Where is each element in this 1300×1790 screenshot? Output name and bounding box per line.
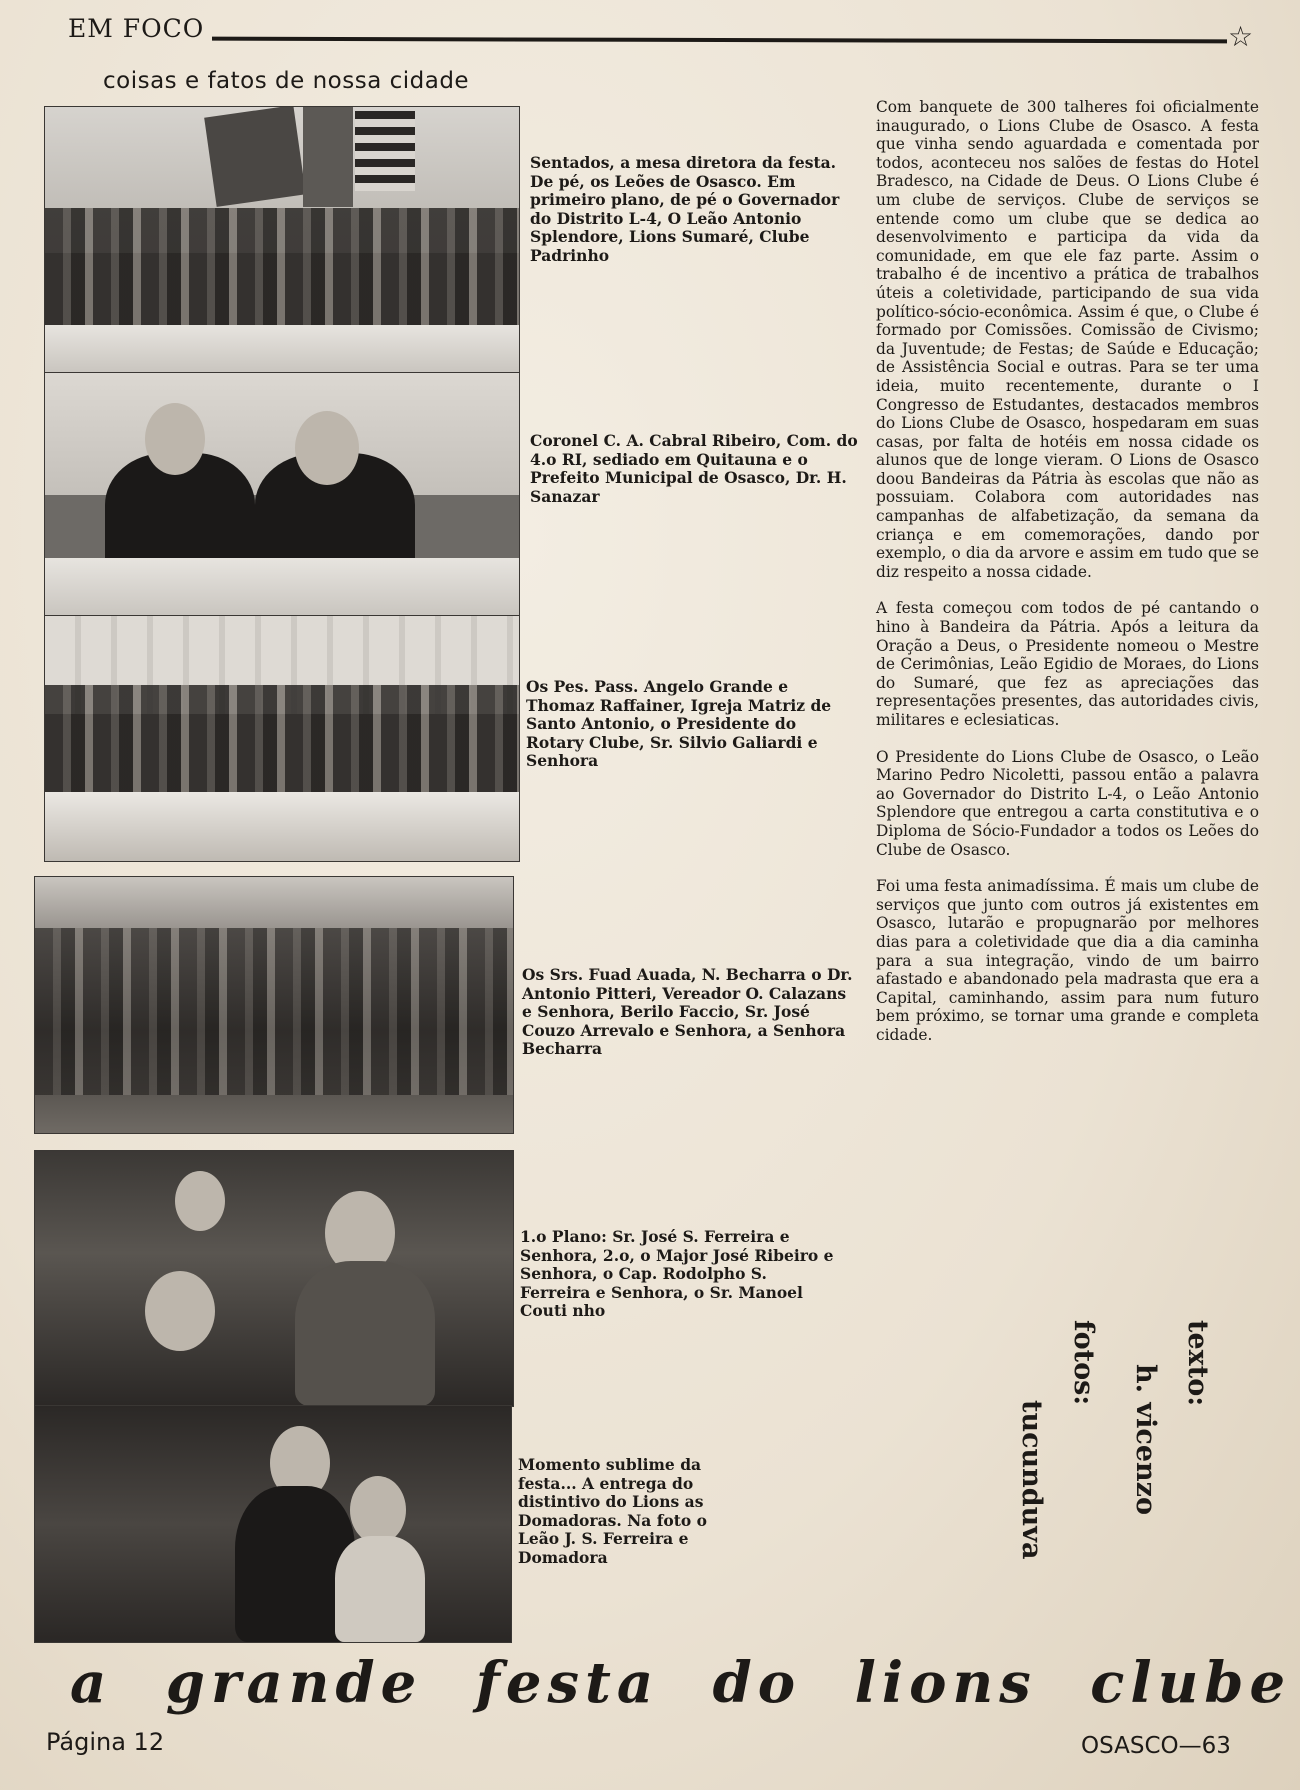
photo-coronel-prefeito: [44, 372, 520, 617]
caption-head-table: Sentados, a mesa diretora da festa. De pé, os Leões de Osasco. Em primeiro plano, de pé o Governador do Distrito L-4, O Leão Antonio Splendore, Lions Sumaré, Clube Padrinho: [530, 153, 840, 265]
photo-padres: [44, 615, 520, 862]
flag-sao-paulo: [355, 111, 415, 191]
caption-ferreira: 1.o Plano: Sr. José S. Ferreira e Senhora, 2.o, o Major José Ribeiro e Senhora, o Cap. Rodolpho S. Ferreira e Senhora, o Sr. Manoel Couti nho: [520, 1227, 834, 1320]
article-paragraph: A festa começou com todos de pé cantando o hino à Bandeira da Pátria. Após a leitura da Oração a Deus, o Presidente nomeou o Mestre de Cerimônias, Leão Egidio de Moraes, do Lions do Sumaré, que fez as apreciações das representações presentes, das autoridades civis, militares e eclesiaticas.: [876, 599, 1259, 729]
photo-head-table: [44, 106, 520, 374]
caption-guests: Os Srs. Fuad Auada, N. Becharra o Dr. Antonio Pitteri, Vereador O. Calazans e Senhora, Berilo Faccio, Sr. José Couzo Arrevalo e Senhora, a Senhora Becharra: [522, 965, 853, 1058]
section-subtitle: coisas e fatos de nossa cidade: [103, 68, 470, 94]
section-title: EM FOCO: [68, 14, 205, 43]
credit-fotos-name: tucunduva: [1016, 1400, 1047, 1560]
lions-banner: [303, 107, 353, 207]
article-paragraph: Com banquete de 300 talheres foi oficialmente inaugurado, o Lions Clube de Osasco. A festa que vinha sendo aguardada e comentada por todos, aconteceu nos salões de festas do Hotel Bradesco, na Cidade de Deus. O Lions Clube é um clube de serviços. Clube de serviços se entende como um clube que se dedica ao desenvolvimento e participa da vida da comunidade, em que ele faz parte. Assim o trabalho é de incentivo a prática de trabalhos úteis a coletividade, participando de sua vida político-sócio-econômica. Assim é que, o Clube é formado por Comissões. Comissão de Civismo; da Juventude; de Festas; de Saúde e Educação; de Assistência Social e outras. Para se ter uma ideia, muito recentemente, durante o I Congresso de Estudantes, destacados membros do Lions Clube de Osasco, hospedaram em suas casas, por falta de hotéis em nossa cidade os alunos que de longe vieram. O Lions de Osasco doou Bandeiras da Pátria às escolas que não as possuiam. Colabora com autoridades nas campanhas de alfabetização, da semana da criança e em comemorações, dando por exemplo, o dia da arvore e assim em tudo que se diz respeito a nossa cidade.: [876, 98, 1259, 581]
caption-padres: Os Pes. Pass. Angelo Grande e Thomaz Raffainer, Igreja Matriz de Santo Antonio, o Presidente do Rotary Clube, Sr. Silvio Galiardi e Senhora: [526, 677, 832, 770]
article-paragraph: O Presidente do Lions Clube de Osasco, o Leão Marino Pedro Nicoletti, passou então a palavra ao Governador do Distrito L-4, o Leão Antonio Splendore que entregou a carta constitutiva e o Diploma de Sócio-Fundador a todos os Leões do Clube de Osasco.: [876, 747, 1259, 859]
credit-texto-label: texto:: [1182, 1320, 1213, 1407]
credits: [1010, 1320, 1220, 1560]
photo-ferreira: [34, 1150, 514, 1407]
star-outline-icon: ☆: [1228, 20, 1254, 53]
photo-guests: [34, 876, 514, 1134]
credit-fotos-label: fotos:: [1068, 1320, 1099, 1406]
page-number: Página 12: [46, 1728, 165, 1756]
header-rule: [212, 37, 1227, 44]
caption-domadoras: Momento sublime da festa... A entrega do distintivo do Lions as Domadoras. Na foto o Leão J. S. Ferreira e Domadora: [518, 1455, 707, 1567]
caption-coronel-prefeito: Coronel C. A. Cabral Ribeiro, Com. do 4.o RI, sediado em Quitauna e o Prefeito Municipal de Osasco, Dr. H. Sanazar: [530, 431, 858, 506]
article-paragraph: Foi uma festa animadíssima. É mais um clube de serviços que junto com outros já existentes em Osasco, lutarão e propugnarão por melhores dias para a coletividade que dia a dia caminha para a sua integração, vindo de um bairro afastado e abandonado pela madrasta que era a Capital, caminhando, assim para num futuro bem próximo, se tornar uma grande e completa cidade.: [876, 877, 1259, 1044]
photo-domadoras: [34, 1405, 512, 1643]
article-headline: a grande festa do lions clube: [70, 1650, 1292, 1716]
flag-brazil: [204, 106, 306, 207]
credit-texto-name: h. vicenzo: [1130, 1364, 1161, 1515]
issue-label: OSASCO—63: [1081, 1733, 1231, 1759]
article-body: [876, 98, 1259, 1063]
